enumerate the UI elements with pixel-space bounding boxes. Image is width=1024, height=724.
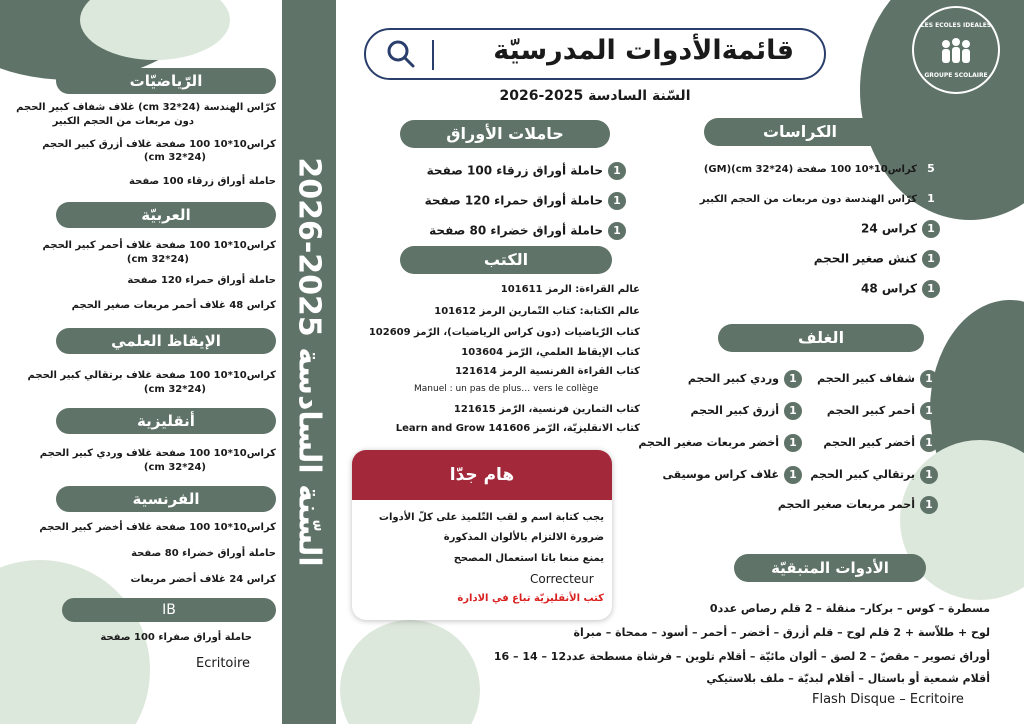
logo-bottom-text: GROUPE SCOLAIRE xyxy=(924,72,988,79)
notebooks-item-3 xyxy=(861,220,940,238)
notebooks-qty-2: 1 xyxy=(922,190,940,208)
notebooks-label-3: كراس 24 xyxy=(861,221,917,236)
important-item-4: Correcteur xyxy=(530,572,594,586)
covers-qty-7: 1 xyxy=(920,466,938,484)
ib-item-2: Ecritoire xyxy=(196,656,251,671)
folders-label-3: حاملة أوراق خضراء 80 صفحة xyxy=(429,223,603,238)
notebooks-qty-5: 1 xyxy=(922,280,940,298)
tools-header: الأدوات المتبقيّة xyxy=(734,554,926,582)
notebooks-label-1: كراس10*10 100 صفحة (24*32 cm)(GM) xyxy=(703,164,917,175)
logo-figures-icon xyxy=(936,36,976,66)
notebooks-item-2 xyxy=(700,190,940,208)
folders-label-2: حاملة أوراق حمراء 120 صفحة xyxy=(424,193,603,208)
french-item-3: كراس 24 غلاف أخضر مربعات xyxy=(130,574,276,585)
ib-header: IB xyxy=(62,598,276,622)
notebooks-qty-3: 1 xyxy=(922,220,940,238)
covers-item-8 xyxy=(662,466,802,484)
covers-item-4 xyxy=(690,402,802,420)
arabic-item-1: كراس10*10 100 صفحة غلاف أحمر كبير الحجم xyxy=(42,240,276,251)
covers-qty-4: 1 xyxy=(784,402,802,420)
folders-header: حاملات الأوراق xyxy=(400,120,610,148)
notebooks-label-5: كراس 48 xyxy=(861,281,917,296)
folders-qty-1: 1 xyxy=(608,162,626,180)
books-item-1: عالم القراءة: الرمز 101611 xyxy=(500,284,640,295)
covers-label-8: غلاف كراس موسيقى xyxy=(662,468,779,481)
logo xyxy=(912,6,1000,94)
french-header: الفرنسية xyxy=(56,486,276,512)
notebooks-item-5 xyxy=(861,280,940,298)
arabic-header: العربيّة xyxy=(56,202,276,228)
science-item-1-note: (24*32 cm) xyxy=(143,384,206,395)
ib-item-1: حاملة أوراق صفراء 100 صفحة xyxy=(100,632,252,643)
covers-item-2 xyxy=(688,370,802,388)
books-item-4: كتاب الإيقاظ العلمي، الرّمز 103604 xyxy=(461,347,640,358)
covers-label-3: أحمر كبير الحجم xyxy=(826,404,915,417)
english-item-1-note: (24*32 cm) xyxy=(143,462,206,473)
notebooks-label-4: كنش صغير الحجم xyxy=(813,251,917,266)
covers-label-2: وردي كبير الحجم xyxy=(687,372,779,385)
tools-item-4: أقلام شمعية أو باستال – أقلام لبديّة – ملف بلاستيكي xyxy=(706,672,990,685)
covers-label-1: شفاف كبير الحجم xyxy=(817,372,915,385)
covers-item-6 xyxy=(638,434,802,452)
folders-label-1: حاملة أوراق زرقاء 100 صفحة xyxy=(426,163,603,178)
covers-label-9: أحمر مربعات صغير الحجم xyxy=(777,498,915,511)
folders-item-1 xyxy=(427,162,626,180)
books-item-3: كتاب الرّياضيات (دون كراس الرياضيات)، الرّمز 102609 xyxy=(368,327,640,338)
covers-label-5: أخضر كبير الحجم xyxy=(823,436,915,449)
folders-qty-3: 1 xyxy=(608,222,626,240)
books-item-6: Manuel : un pas de plus… vers le collège xyxy=(414,384,599,394)
math-item-1-note: دون مربعات من الحجم الكبير xyxy=(52,116,194,127)
arabic-item-1-note: (24*32 cm) xyxy=(126,254,189,265)
covers-qty-1: 1 xyxy=(920,370,938,388)
arabic-item-3: كراس 48 غلاف أحمر مربعات صغير الحجم xyxy=(71,300,276,311)
title-divider xyxy=(432,40,434,70)
tools-item-2: لوح + طلاّسة + 2 قلم لوح – قلم أزرق – أخضر – أحمر – أسود – ممحاة – مبراة xyxy=(573,626,990,639)
page-subtitle: السّنة السادسة 2025-2026 xyxy=(499,88,691,104)
arabic-item-2: حاملة أوراق حمراء 120 صفحة xyxy=(127,275,276,286)
logo-top-text: LES ECOLES IDEALES xyxy=(920,22,992,29)
folders-item-3 xyxy=(429,222,626,240)
books-item-8: كتاب الانقليزيّة، الرّمز 141606 Learn and Grow xyxy=(395,423,640,434)
notebooks-item-4 xyxy=(814,250,940,268)
books-item-5: كتاب القراءة الفرنسية الرمز 121614 xyxy=(455,366,640,377)
notebooks-header: الكراسات xyxy=(704,118,896,146)
title-box xyxy=(364,28,826,80)
important-item-5: كتب الأنقليزيّة تباع في الادارة xyxy=(457,593,604,604)
books-item-2: عالم الكتابة: كتاب التّمارين الرمز 101612 xyxy=(434,306,640,317)
tools-item-3: أوراق تصوير – مقصّ – 2 لصق – ألوان مائيّة – أقلام تلوين – فرشاة مسطحة عدد12 – 14 – 16 xyxy=(493,650,990,663)
covers-item-3 xyxy=(827,402,938,420)
important-item-3: يمنع منعا باتا استعمال المصحح xyxy=(453,553,604,564)
covers-qty-3: 1 xyxy=(920,402,938,420)
covers-item-7 xyxy=(810,466,938,484)
french-item-2: حاملة أوراق خضراء 80 صفحة xyxy=(131,548,276,559)
blob-bottom-mid xyxy=(340,620,480,724)
tools-item-5: Flash Disque – Ecritoire xyxy=(812,692,964,707)
science-header: الإيقاظ العلمي xyxy=(56,328,276,354)
english-item-1: كراس10*10 100 صفحة غلاف وردي كبير الحجم xyxy=(39,448,276,459)
covers-label-4: أزرق كبير الحجم xyxy=(690,404,779,417)
folders-item-2 xyxy=(425,192,626,210)
spine-text: السّنة السادسة 2025-2026 xyxy=(291,157,327,567)
math-item-2-note: (24*32 cm) xyxy=(143,152,206,163)
covers-item-1 xyxy=(817,370,938,388)
important-item-1: يجب كتابة اسم و لقب التّلميذ على كلّ الأدوات xyxy=(378,512,604,523)
science-item-1: كراس10*10 100 صفحة غلاف برتقالي كبير الحجم xyxy=(27,370,276,381)
covers-label-6: أخضر مربعات صغير الحجم xyxy=(638,436,779,449)
math-header: الرّياضيّات xyxy=(56,68,276,94)
covers-item-5 xyxy=(823,434,938,452)
important-item-2: ضرورة الالتزام بالألوان المذكورة xyxy=(443,532,604,543)
covers-qty-2: 1 xyxy=(784,370,802,388)
important-header: هام جدّا xyxy=(352,450,612,500)
math-item-3: حاملة أوراق زرقاء 100 صفحة xyxy=(129,176,276,187)
tools-item-1: مسطرة – كوس – بركار– منقلة – 2 قلم رصاص عدد0 xyxy=(709,602,990,615)
books-header: الكتب xyxy=(400,246,612,274)
covers-qty-9: 1 xyxy=(920,496,938,514)
english-header: أنقليزية xyxy=(56,408,276,434)
page-title: قائمةالأدوات المدرسيّة xyxy=(493,35,794,66)
search-icon[interactable] xyxy=(386,39,416,69)
books-item-7: كتاب التمارين فرنسية، الرّمز 121615 xyxy=(453,404,640,415)
math-item-1: كرّاس الهندسة (24*32 cm) غلاف شفاف كبير الحجم xyxy=(16,102,276,113)
covers-qty-8: 1 xyxy=(784,466,802,484)
covers-header: الغلف xyxy=(718,324,924,352)
french-item-1: كراس10*10 100 صفحة غلاف أخضر كبير الحجم xyxy=(39,522,276,533)
covers-qty-5: 1 xyxy=(920,434,938,452)
notebooks-item-1 xyxy=(704,160,940,178)
covers-qty-6: 1 xyxy=(784,434,802,452)
math-item-2: كراس10*10 100 صفحة غلاف أزرق كبير الحجم xyxy=(42,139,276,150)
notebooks-label-2: كرّاس الهندسة دون مربعات من الحجم الكبير xyxy=(699,194,917,205)
folders-qty-2: 1 xyxy=(608,192,626,210)
covers-label-7: برتقالي كبير الحجم xyxy=(810,468,915,481)
notebooks-qty-1: 5 xyxy=(922,160,940,178)
covers-item-9 xyxy=(778,496,938,514)
notebooks-qty-4: 1 xyxy=(922,250,940,268)
